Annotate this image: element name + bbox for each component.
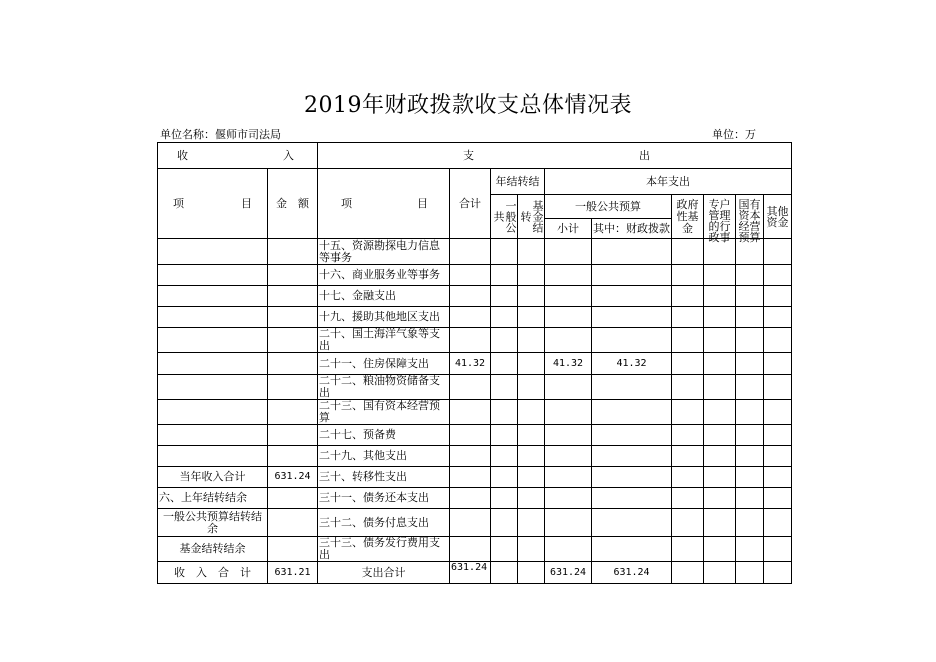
budget-subtotal-cell bbox=[545, 488, 592, 509]
special-mgmt-cell bbox=[704, 467, 736, 488]
budget-fiscal-cell bbox=[592, 446, 672, 467]
budget-subtotal-cell bbox=[545, 307, 592, 328]
income-header-right: 入 bbox=[283, 149, 294, 162]
gov-fund-cell bbox=[672, 265, 704, 286]
income-item-header bbox=[158, 169, 268, 239]
special-mgmt-cell bbox=[704, 537, 736, 562]
cell bbox=[736, 562, 764, 584]
total-row bbox=[158, 562, 792, 584]
special-mgmt-cell bbox=[704, 307, 736, 328]
expense-item-cell: 二十、国土海洋气象等支出 bbox=[318, 328, 450, 353]
cell bbox=[672, 562, 704, 584]
other-funds-cell bbox=[764, 425, 792, 446]
gov-fund-cell bbox=[672, 400, 704, 425]
other-funds-cell bbox=[764, 353, 792, 375]
row-total-cell bbox=[450, 425, 491, 446]
budget-fiscal-cell bbox=[592, 307, 672, 328]
carry-general-cell bbox=[491, 286, 518, 307]
special-mgmt-cell bbox=[704, 328, 736, 353]
row-total-cell bbox=[450, 286, 491, 307]
carry-fund-cell bbox=[518, 375, 545, 400]
carry-general-cell bbox=[491, 467, 518, 488]
income-amount-cell bbox=[268, 537, 318, 562]
carry-fund-cell bbox=[518, 425, 545, 446]
budget-subtotal-cell: 41.32 bbox=[545, 353, 592, 375]
carry-general-cell bbox=[491, 307, 518, 328]
budget-fiscal-cell bbox=[592, 537, 672, 562]
unit-label: 单位：万 bbox=[712, 128, 756, 141]
special-mgmt-cell bbox=[704, 375, 736, 400]
fund-carryover-header: 基金结转 bbox=[518, 195, 545, 239]
page-title: 2019年财政拨款收支总体情况表 bbox=[304, 93, 632, 118]
income-item-cell bbox=[158, 239, 268, 265]
income-item-cell bbox=[158, 353, 268, 375]
income-amount-cell bbox=[268, 353, 318, 375]
row-total-cell bbox=[450, 537, 491, 562]
special-mgmt-cell bbox=[704, 488, 736, 509]
table-row bbox=[158, 446, 792, 467]
carry-general-cell bbox=[491, 239, 518, 265]
income-item-cell: 基金结转结余 bbox=[158, 537, 268, 562]
expense-item-cell: 二十七、预备费 bbox=[318, 425, 450, 446]
budget-subtotal-cell bbox=[545, 509, 592, 537]
gov-fund-cell bbox=[672, 488, 704, 509]
state-capital-cell bbox=[736, 425, 764, 446]
row-total-cell bbox=[450, 328, 491, 353]
income-item-right: 目 bbox=[241, 197, 252, 210]
gov-fund-cell bbox=[672, 446, 704, 467]
income-amount-cell bbox=[268, 328, 318, 353]
budget-fiscal-cell bbox=[592, 265, 672, 286]
carry-general-cell bbox=[491, 509, 518, 537]
expense-item-cell: 三十一、债务还本支出 bbox=[318, 488, 450, 509]
gov-fund-cell bbox=[672, 328, 704, 353]
other-funds-cell bbox=[764, 286, 792, 307]
expense-header-right: 出 bbox=[639, 149, 650, 162]
income-item-cell bbox=[158, 375, 268, 400]
state-capital-cell bbox=[736, 286, 764, 307]
budget-subtotal-cell bbox=[545, 328, 592, 353]
carry-fund-cell bbox=[518, 400, 545, 425]
expense-item-cell: 二十一、住房保障支出 bbox=[318, 353, 450, 375]
row-total-cell bbox=[450, 446, 491, 467]
expense-header bbox=[318, 143, 792, 169]
carry-fund-cell bbox=[518, 488, 545, 509]
state-capital-cell bbox=[736, 488, 764, 509]
gov-fund-cell bbox=[672, 509, 704, 537]
income-amount-cell bbox=[268, 239, 318, 265]
table-row bbox=[158, 400, 792, 425]
budget-fiscal-cell bbox=[592, 375, 672, 400]
budget-subtotal-cell bbox=[545, 446, 592, 467]
carry-fund-cell bbox=[518, 446, 545, 467]
state-capital-cell bbox=[736, 537, 764, 562]
carry-fund-cell bbox=[518, 239, 545, 265]
amount-header: 金 额 bbox=[268, 169, 318, 239]
expense-total-label: 支出合计 bbox=[318, 562, 450, 584]
budget-subtotal-cell bbox=[545, 286, 592, 307]
gov-fund-cell bbox=[672, 286, 704, 307]
other-funds-cell bbox=[764, 537, 792, 562]
carry-general-cell bbox=[491, 537, 518, 562]
budget-fiscal-cell bbox=[592, 467, 672, 488]
carry-general-cell bbox=[491, 353, 518, 375]
carry-fund-cell bbox=[518, 286, 545, 307]
state-capital-cell bbox=[736, 328, 764, 353]
income-amount-cell bbox=[268, 265, 318, 286]
expense-item-cell: 二十二、粮油物资储备支出 bbox=[318, 375, 450, 400]
income-amount-cell bbox=[268, 286, 318, 307]
carry-fund-cell bbox=[518, 467, 545, 488]
carry-fund-cell bbox=[518, 509, 545, 537]
expense-item-left: 项 bbox=[341, 197, 352, 210]
income-item-cell bbox=[158, 400, 268, 425]
expense-item-cell: 十七、金融支出 bbox=[318, 286, 450, 307]
income-item-cell: 一般公共预算结转结余 bbox=[158, 509, 268, 537]
gov-fund-cell bbox=[672, 537, 704, 562]
other-funds-cell bbox=[764, 328, 792, 353]
expense-item-cell: 二十三、国有资本经营预算 bbox=[318, 400, 450, 425]
budget-fiscal-cell bbox=[592, 488, 672, 509]
income-amount-cell: 631.24 bbox=[268, 467, 318, 488]
cell bbox=[491, 562, 518, 584]
income-total-value: 631.21 bbox=[268, 562, 318, 584]
state-capital-cell bbox=[736, 400, 764, 425]
carry-fund-cell bbox=[518, 353, 545, 375]
income-item-cell bbox=[158, 286, 268, 307]
special-mgmt-cell bbox=[704, 446, 736, 467]
income-total-label: 收 入 合 计 bbox=[158, 562, 268, 584]
budget-subtotal-cell bbox=[545, 537, 592, 562]
budget-subtotal-cell bbox=[545, 375, 592, 400]
row-total-cell bbox=[450, 375, 491, 400]
table-row bbox=[158, 467, 792, 488]
income-item-cell bbox=[158, 265, 268, 286]
cell bbox=[704, 562, 736, 584]
gov-fund-cell bbox=[672, 353, 704, 375]
income-amount-cell bbox=[268, 307, 318, 328]
carry-fund-cell bbox=[518, 265, 545, 286]
state-capital-header: 国有资本经营预算 bbox=[736, 195, 764, 239]
general-budget-header: 一般公共预算 bbox=[545, 195, 672, 219]
income-item-cell bbox=[158, 307, 268, 328]
income-amount-cell bbox=[268, 509, 318, 537]
special-mgmt-cell bbox=[704, 286, 736, 307]
fiscal-total-value: 631.24 bbox=[592, 562, 672, 584]
state-capital-cell bbox=[736, 307, 764, 328]
subtotal-total-value: 631.24 bbox=[545, 562, 592, 584]
expense-item-cell: 三十二、债务付息支出 bbox=[318, 509, 450, 537]
expense-item-right: 目 bbox=[417, 197, 428, 210]
row-total-cell bbox=[450, 467, 491, 488]
expense-total-value: 631.24 bbox=[450, 562, 491, 584]
expense-item-header bbox=[318, 169, 450, 239]
income-item-cell: 当年收入合计 bbox=[158, 467, 268, 488]
row-total-cell: 41.32 bbox=[450, 353, 491, 375]
carry-general-cell bbox=[491, 446, 518, 467]
budget-subtotal-cell bbox=[545, 467, 592, 488]
row-total-cell bbox=[450, 509, 491, 537]
carry-general-cell bbox=[491, 425, 518, 446]
income-amount-cell bbox=[268, 400, 318, 425]
income-item-cell: 六、上年结转结余 bbox=[158, 488, 268, 509]
state-capital-cell bbox=[736, 375, 764, 400]
table-row bbox=[158, 375, 792, 400]
carry-general-cell bbox=[491, 375, 518, 400]
total-header: 合计 bbox=[450, 169, 491, 239]
carry-general-cell bbox=[491, 328, 518, 353]
other-funds-cell bbox=[764, 467, 792, 488]
state-capital-cell bbox=[736, 265, 764, 286]
income-amount-cell bbox=[268, 488, 318, 509]
special-mgmt-cell bbox=[704, 509, 736, 537]
expense-item-cell: 十九、援助其他地区支出 bbox=[318, 307, 450, 328]
budget-fiscal-cell bbox=[592, 286, 672, 307]
special-mgmt-cell bbox=[704, 425, 736, 446]
expense-item-cell: 十五、资源勘探电力信息等事务 bbox=[318, 239, 450, 265]
budget-subtotal-cell bbox=[545, 400, 592, 425]
gov-fund-cell bbox=[672, 425, 704, 446]
special-mgmt-cell bbox=[704, 353, 736, 375]
row-total-cell bbox=[450, 239, 491, 265]
header-row-2 bbox=[158, 169, 792, 195]
other-funds-cell bbox=[764, 400, 792, 425]
table-row bbox=[158, 286, 792, 307]
budget-fiscal-cell bbox=[592, 425, 672, 446]
gov-fund-header: 政府性基金 bbox=[672, 195, 704, 239]
state-capital-cell bbox=[736, 446, 764, 467]
special-mgmt-cell bbox=[704, 400, 736, 425]
budget-subtotal-cell bbox=[545, 239, 592, 265]
other-funds-cell bbox=[764, 446, 792, 467]
income-header bbox=[158, 143, 318, 169]
state-capital-cell bbox=[736, 467, 764, 488]
carry-fund-cell bbox=[518, 537, 545, 562]
other-funds-cell bbox=[764, 239, 792, 265]
table-row bbox=[158, 353, 792, 375]
table-row bbox=[158, 425, 792, 446]
table-row bbox=[158, 307, 792, 328]
other-funds-cell bbox=[764, 307, 792, 328]
gov-fund-cell bbox=[672, 239, 704, 265]
budget-fiscal-cell bbox=[592, 509, 672, 537]
general-public-header: 一般公共 bbox=[491, 195, 518, 239]
table-row bbox=[158, 488, 792, 509]
other-funds-cell bbox=[764, 509, 792, 537]
income-item-cell bbox=[158, 446, 268, 467]
other-funds-cell bbox=[764, 488, 792, 509]
expense-item-cell: 十六、商业服务业等事务 bbox=[318, 265, 450, 286]
budget-subtotal-cell bbox=[545, 425, 592, 446]
table-row bbox=[158, 265, 792, 286]
subtotal-header: 小计 bbox=[545, 219, 592, 239]
income-amount-cell bbox=[268, 375, 318, 400]
carry-fund-cell bbox=[518, 307, 545, 328]
special-mgmt-header: 专户管理的行政事 bbox=[704, 195, 736, 239]
gov-fund-cell bbox=[672, 375, 704, 400]
state-capital-cell bbox=[736, 353, 764, 375]
row-total-cell bbox=[450, 307, 491, 328]
row-total-cell bbox=[450, 488, 491, 509]
other-funds-cell bbox=[764, 265, 792, 286]
cell bbox=[764, 562, 792, 584]
gov-fund-cell bbox=[672, 467, 704, 488]
unit-name: 单位名称：偃师市司法局 bbox=[160, 128, 281, 141]
special-mgmt-cell bbox=[704, 265, 736, 286]
row-total-cell bbox=[450, 400, 491, 425]
income-header-left: 收 bbox=[177, 149, 188, 162]
budget-fiscal-cell: 41.32 bbox=[592, 353, 672, 375]
header-row-1 bbox=[158, 143, 792, 169]
gov-fund-cell bbox=[672, 307, 704, 328]
row-total-cell bbox=[450, 265, 491, 286]
budget-fiscal-cell bbox=[592, 239, 672, 265]
carry-fund-cell bbox=[518, 328, 545, 353]
state-capital-cell bbox=[736, 509, 764, 537]
table-row bbox=[158, 239, 792, 265]
table-row bbox=[158, 509, 792, 537]
expense-item-cell: 二十九、其他支出 bbox=[318, 446, 450, 467]
table-row bbox=[158, 328, 792, 353]
budget-subtotal-cell bbox=[545, 265, 592, 286]
other-funds-cell bbox=[764, 375, 792, 400]
income-item-left: 项 bbox=[173, 197, 184, 210]
income-item-cell bbox=[158, 425, 268, 446]
other-funds-header: 其他资金 bbox=[764, 195, 792, 239]
finance-table bbox=[157, 142, 792, 584]
income-amount-cell bbox=[268, 425, 318, 446]
budget-fiscal-cell bbox=[592, 400, 672, 425]
carry-general-cell bbox=[491, 400, 518, 425]
expense-item-cell: 三十三、债务发行费用支出 bbox=[318, 537, 450, 562]
expense-item-cell: 三十、转移性支出 bbox=[318, 467, 450, 488]
carry-general-cell bbox=[491, 488, 518, 509]
cell bbox=[518, 562, 545, 584]
expense-header-left: 支 bbox=[463, 149, 474, 162]
income-item-cell bbox=[158, 328, 268, 353]
income-amount-cell bbox=[268, 446, 318, 467]
table-row bbox=[158, 537, 792, 562]
of-which-header: 其中：财政拨款 bbox=[592, 219, 672, 239]
current-year-header: 本年支出 bbox=[545, 169, 792, 195]
budget-fiscal-cell bbox=[592, 328, 672, 353]
carry-general-cell bbox=[491, 265, 518, 286]
carryover-header: 年结转结 bbox=[491, 169, 545, 195]
